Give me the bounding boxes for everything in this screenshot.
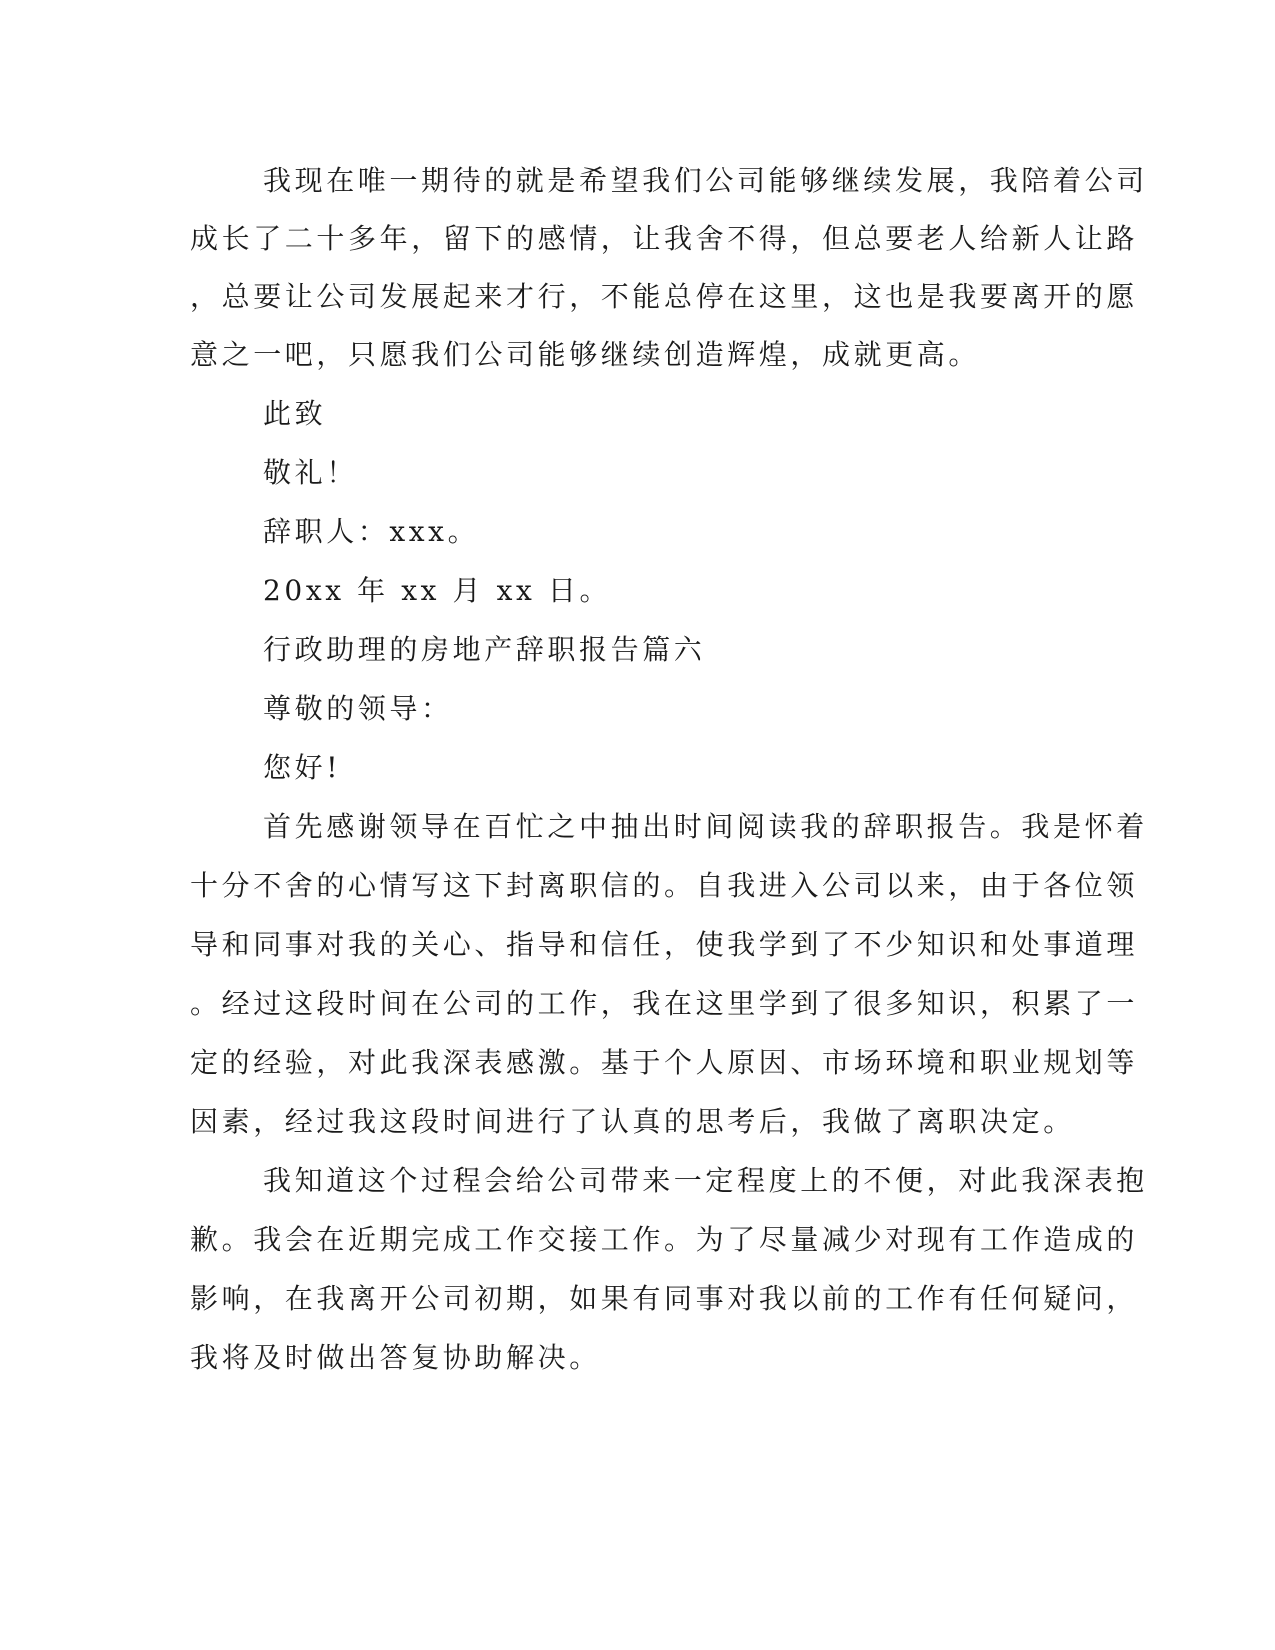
paragraph-line: 首先感谢领导在百忙之中抽出时间阅读我的辞职报告。我是怀着 — [263, 810, 1148, 843]
closing-line: 敬礼！ — [263, 456, 358, 489]
paragraph-line: 意之一吧，只愿我们公司能够继续创造辉煌，成就更高。 — [190, 338, 981, 371]
paragraph-line: 影响，在我离开公司初期，如果有同事对我以前的工作有任何疑问， — [190, 1282, 1139, 1315]
paragraph-line: 导和同事对我的关心、指导和信任，使我学到了不少知识和处事道理 — [190, 928, 1139, 961]
paragraph-line: 十分不舍的心情写这下封离职信的。自我进入公司以来，由于各位领 — [190, 869, 1139, 902]
section-title: 行政助理的房地产辞职报告篇六 — [263, 633, 706, 666]
salutation: 尊敬的领导： — [263, 692, 453, 725]
paragraph-line: ，总要让公司发展起来才行，不能总停在这里，这也是我要离开的愿 — [190, 280, 1139, 313]
paragraph-line: 我将及时做出答复协助解决。 — [190, 1341, 601, 1374]
paragraph-line: 定的经验，对此我深表感激。基于个人原因、市场环境和职业规划等 — [190, 1046, 1139, 1079]
paragraph-line: 歉。我会在近期完成工作交接工作。为了尽量减少对现有工作造成的 — [190, 1223, 1139, 1256]
paragraph-line: 我知道这个过程会给公司带来一定程度上的不便，对此我深表抱 — [263, 1164, 1148, 1197]
paragraph-line: 成长了二十多年，留下的感情，让我舍不得，但总要老人给新人让路 — [190, 222, 1139, 255]
date-line: 20xx 年 xx 月 xx 日。 — [263, 574, 612, 607]
paragraph-line: 因素，经过我这段时间进行了认真的思考后，我做了离职决定。 — [190, 1105, 1075, 1138]
paragraph-line: 我现在唯一期待的就是希望我们公司能够继续发展，我陪着公司 — [263, 164, 1148, 197]
paragraph-line: 。经过这段时间在公司的工作，我在这里学到了很多知识，积累了一 — [190, 987, 1139, 1020]
greeting: 您好! — [263, 751, 342, 784]
closing-line: 此致 — [263, 397, 327, 430]
signature-line: 辞职人：xxx。 — [263, 515, 480, 548]
